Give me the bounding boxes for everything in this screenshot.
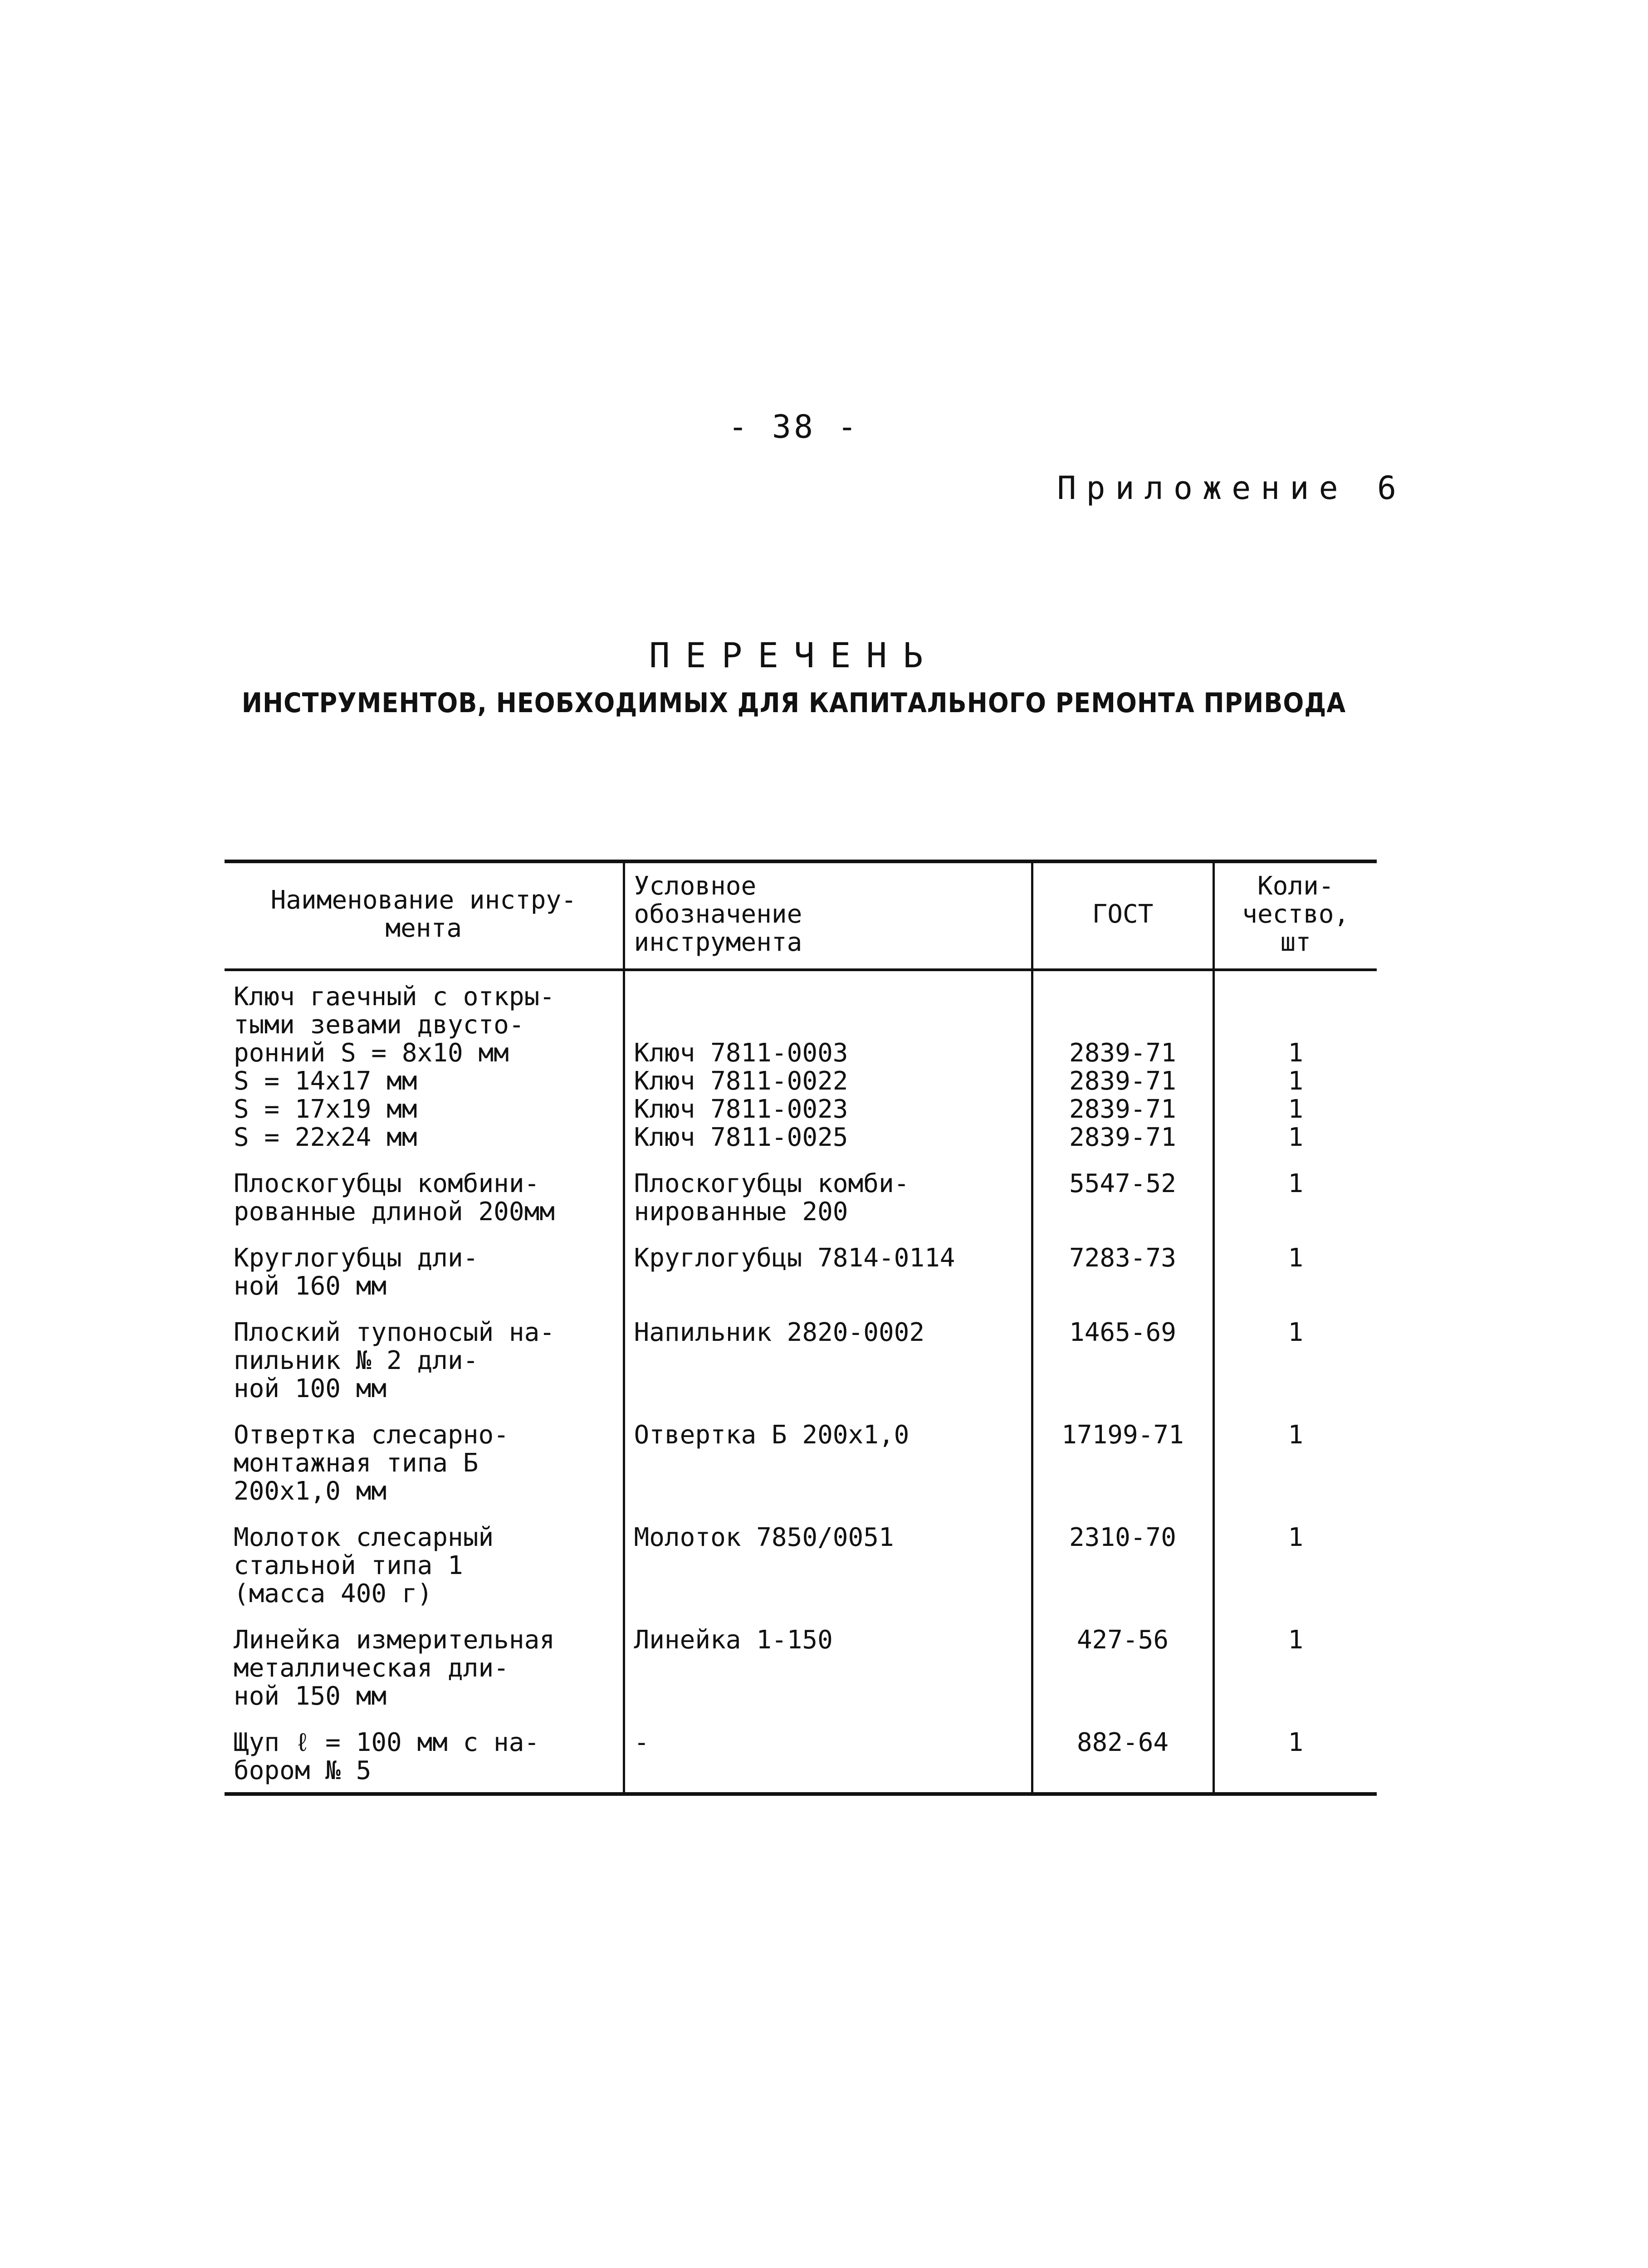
tool-name-cell: Молоток слесарный стальной типа 1 (масса 400 г) [234, 1523, 494, 1608]
gost-cell: 427-56 [1032, 1615, 1213, 1718]
quantity-cell: 1 [1213, 1233, 1377, 1308]
table-row [225, 1233, 1377, 1308]
tool-name-cell: Отвертка слесарно- монтажная типа Б 200х1,0 мм [234, 1420, 509, 1506]
table-row [225, 1159, 1377, 1233]
appendix-label: Приложение 6 [1057, 469, 1406, 507]
tool-name-cell: Круглогубцы дли- ной 160 мм [234, 1243, 479, 1301]
designation-cell: - [624, 1718, 1032, 1794]
table-row [225, 1615, 1377, 1718]
document-title: ПЕРЕЧЕНЬ [649, 635, 939, 675]
tool-name-cell: Линейка измерительная металлическая дли- ной 150 мм [234, 1625, 555, 1711]
tool-name-cell: Плоский тупоносый на- пильник № 2 дли- ной 100 мм [234, 1318, 555, 1403]
header-quantity: Коли- чество, шт [1213, 861, 1377, 970]
table-row [225, 970, 1377, 1159]
designation-cell: Отвертка Б 200х1,0 [624, 1410, 1032, 1513]
header-designation: Условное обозначение инструмента [624, 861, 1032, 970]
tool-name-cell: Ключ гаечный с откры- тыми зевами двусто- ронний S = 8х10 мм S = 14х17 мм S = 17х19 мм S = 22х24 мм [234, 982, 555, 1152]
table-row [225, 1513, 1377, 1615]
designation-cell: Ключ 7811-0003 Ключ 7811-0022 Ключ 7811-0023 Ключ 7811-0025 [624, 970, 1032, 1159]
header-gost: ГОСТ [1032, 861, 1213, 970]
designation-cell: Плоскогубцы комби- нированные 200 [624, 1159, 1032, 1233]
tool-name-cell: Плоскогубцы комбини- рованные длиной 200мм [234, 1169, 555, 1227]
header-tool-name: Наименование инстру- мента [225, 861, 624, 970]
quantity-cell: 1 [1213, 1308, 1377, 1410]
table-row [225, 1308, 1377, 1410]
gost-cell: 7283-73 [1032, 1233, 1213, 1308]
quantity-cell: 1 [1213, 1410, 1377, 1513]
designation-cell: Молоток 7850/0051 [624, 1513, 1032, 1615]
designation-cell: Круглогубцы 7814-0114 [624, 1233, 1032, 1308]
quantity-cell: 1 [1213, 1718, 1377, 1794]
tool-name-cell: Щуп ℓ = 100 мм с на- бором № 5 [225, 1718, 624, 1794]
quantity-cell: 1 [1213, 1159, 1377, 1233]
gost-cell: 882-64 [1032, 1718, 1213, 1794]
gost-cell: 1465-69 [1032, 1308, 1213, 1410]
header-row [225, 861, 1377, 970]
gost-cell: 2310-70 [1032, 1513, 1213, 1615]
table-row [225, 1718, 1377, 1794]
gost-cell: 2839-71 2839-71 2839-71 2839-71 [1032, 970, 1213, 1159]
designation-cell: Напильник 2820-0002 [624, 1308, 1032, 1410]
table-row [225, 1410, 1377, 1513]
quantity-cell: 1 1 1 1 [1213, 970, 1377, 1159]
quantity-cell: 1 [1213, 1615, 1377, 1718]
table-body [225, 970, 1377, 1794]
gost-cell: 5547-52 [1032, 1159, 1213, 1233]
quantity-cell: 1 [1213, 1513, 1377, 1615]
designation-cell: Линейка 1-150 [624, 1615, 1032, 1718]
tools-table [225, 860, 1377, 1796]
gost-cell: 17199-71 [1032, 1410, 1213, 1513]
document-subtitle: ИНСТРУМЕНТОВ, НЕОБХОДИМЫХ ДЛЯ КАПИТАЛЬНОГО РЕМОНТА ПРИВОДА [241, 687, 1346, 719]
table-header [225, 861, 1377, 970]
page-number: - 38 - [728, 408, 860, 445]
